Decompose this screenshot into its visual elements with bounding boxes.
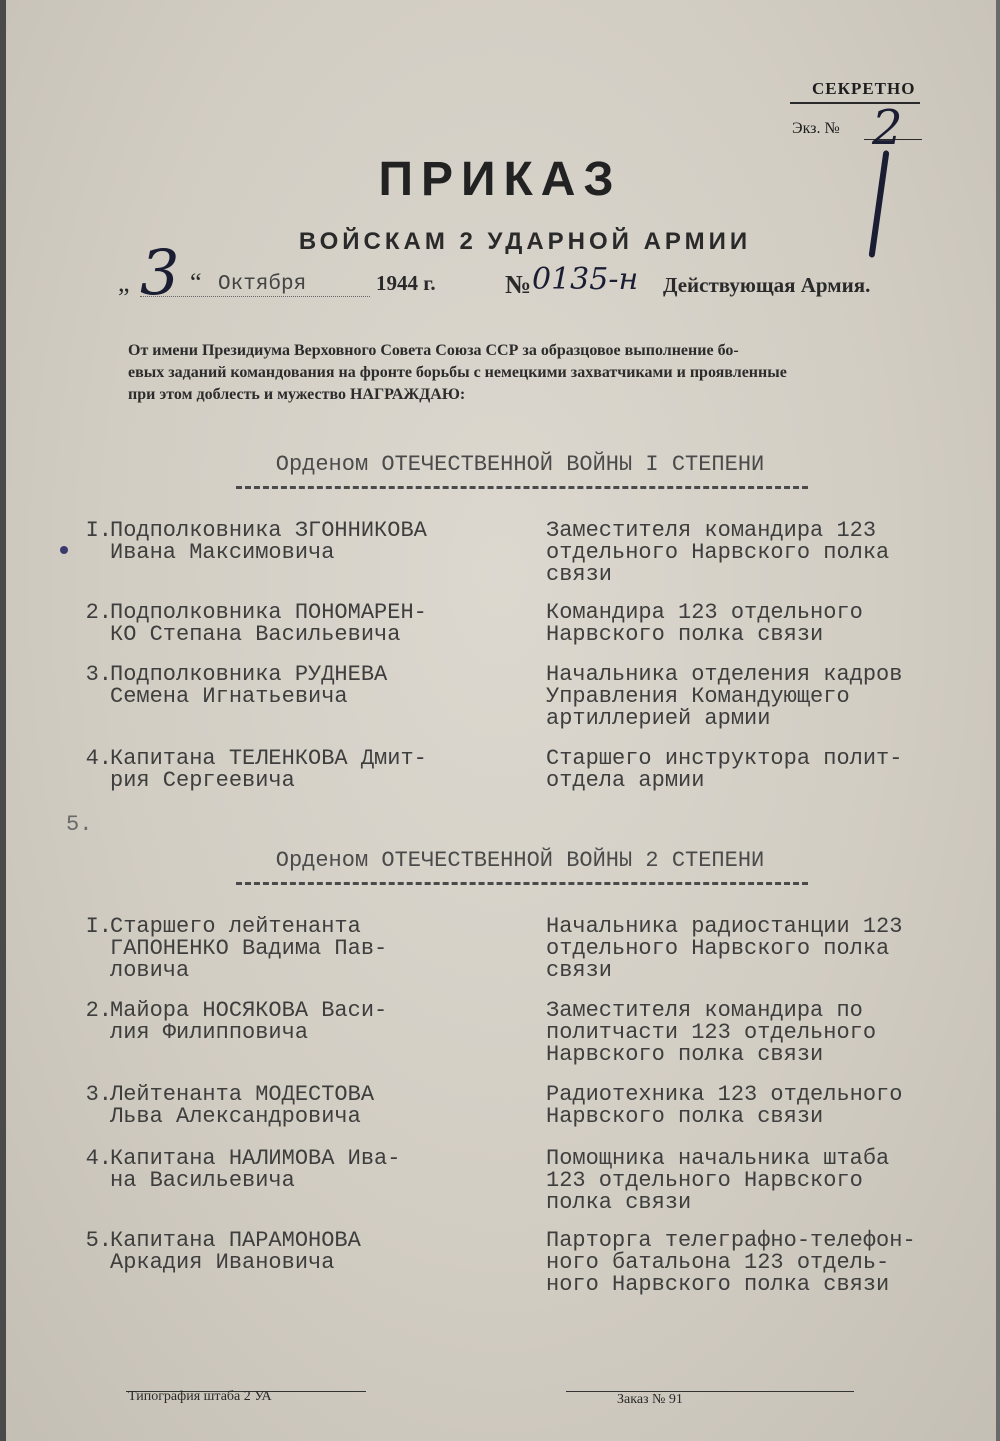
awardee-position: Старшего инструктора полит- отдела армии — [546, 746, 903, 793]
section-divider — [236, 486, 808, 489]
awardee-name: Лейтенанта МОДЕСТОВА Льва Александровича — [110, 1082, 375, 1129]
quote-close: “ — [190, 268, 202, 297]
preamble-line: От имени Президиума Верховного Совета Союза ССР за образцовое выполнение бо- — [128, 342, 739, 359]
awardee-name: Капитана НАЛИМОВА Ива- на Васильевича — [110, 1146, 401, 1193]
awardee-name: Подполковника РУДНЕВА Семена Игнатьевича — [110, 662, 388, 709]
order-year: 1944 г. — [376, 271, 436, 295]
awardee-name: Подполковника ПОНОМАРЕН- КО Степана Васильевича — [110, 600, 427, 647]
awardee-name: Майора НОСЯКОВА Васи- лия Филипповича — [110, 998, 388, 1045]
awardee-name: Старшего лейтенанта ГАПОНЕНКО Вадима Пав- ловича — [110, 914, 388, 983]
award-index: 4. — [85, 1146, 112, 1171]
ink-mark — [60, 546, 68, 554]
section-heading-second-degree: Орденом ОТЕЧЕСТВЕННОЙ ВОЙНЫ 2 СТЕПЕНИ — [275, 848, 765, 873]
preamble — [128, 340, 928, 406]
award-index: 2. — [85, 600, 112, 625]
print-order-ref: Заказ № 91 — [617, 1392, 683, 1407]
awardee-position: Парторга телеграфно-телефон- ного батальона 123 отдель- ного Нарвского полка связи — [546, 1228, 916, 1297]
stray-index-mark: 5. — [66, 812, 93, 837]
printer-imprint: Типография штаба 2 УА — [128, 1389, 272, 1404]
awardee-position: Помощника начальника штаба 123 отдельного Нарвского полка связи — [546, 1146, 890, 1215]
scan-edge-left — [0, 0, 6, 1441]
awardee-name: Капитана ПАРАМОНОВА Аркадия Ивановича — [110, 1228, 361, 1275]
location-label: Действующая Армия. — [663, 273, 871, 297]
award-index: 2. — [85, 998, 112, 1023]
copy-number: 2 — [872, 100, 903, 156]
footer-rule-right — [566, 1391, 854, 1392]
awardee-position: Начальника отделения кадров Управления Командующего артиллерией армии — [546, 662, 903, 731]
document-title: ПРИКАЗ — [378, 153, 622, 206]
award-index: 5. — [85, 1228, 112, 1253]
awardee-position: Заместителя командира по политчасти 123 отдельного Нарвского полка связи — [546, 998, 877, 1067]
order-day: 3 — [140, 236, 180, 309]
award-index: I. — [85, 914, 112, 939]
preamble-line: евых заданий командования на фронте борьбы с немецкими захватчиками и проявленные — [128, 364, 787, 381]
number-sign: № — [505, 270, 532, 299]
section-heading-first-degree: Орденом ОТЕЧЕСТВЕННОЙ ВОЙНЫ I СТЕПЕНИ — [275, 452, 765, 477]
awardee-name: Капитана ТЕЛЕНКОВА Дмит- рия Сергеевича — [110, 746, 427, 793]
awardee-name: Подполковника ЗГОННИКОВА Ивана Максимовича — [110, 518, 427, 565]
quote-open: „ — [118, 268, 130, 297]
award-index: 4. — [85, 746, 112, 771]
classification-stamp: СЕКРЕТНО — [812, 79, 916, 98]
award-index: 3. — [85, 1082, 112, 1107]
awardee-position: Начальника радиостанции 123 отдельного Нарвского полка связи — [546, 914, 903, 983]
order-month: Октября — [218, 273, 307, 296]
preamble-line: при этом доблесть и мужество НАГРАЖДАЮ: — [128, 386, 466, 403]
date-dotted-line — [140, 296, 370, 297]
awardee-position: Заместителя командира 123 отдельного Нарвского полка связи — [546, 518, 890, 587]
document-subtitle: ВОЙСКАМ 2 УДАРНОЙ АРМИИ — [298, 228, 752, 255]
scan-edge-right — [996, 0, 1000, 1441]
awardee-position: Радиотехника 123 отдельного Нарвского полка связи — [546, 1082, 903, 1129]
copy-label: Экз. № — [792, 120, 840, 137]
section-divider — [236, 882, 808, 885]
awardee-position: Командира 123 отдельного Нарвского полка связи — [546, 600, 863, 647]
award-index: 3. — [85, 662, 112, 687]
award-index: I. — [85, 518, 112, 543]
order-number: 0135-н — [532, 262, 639, 297]
